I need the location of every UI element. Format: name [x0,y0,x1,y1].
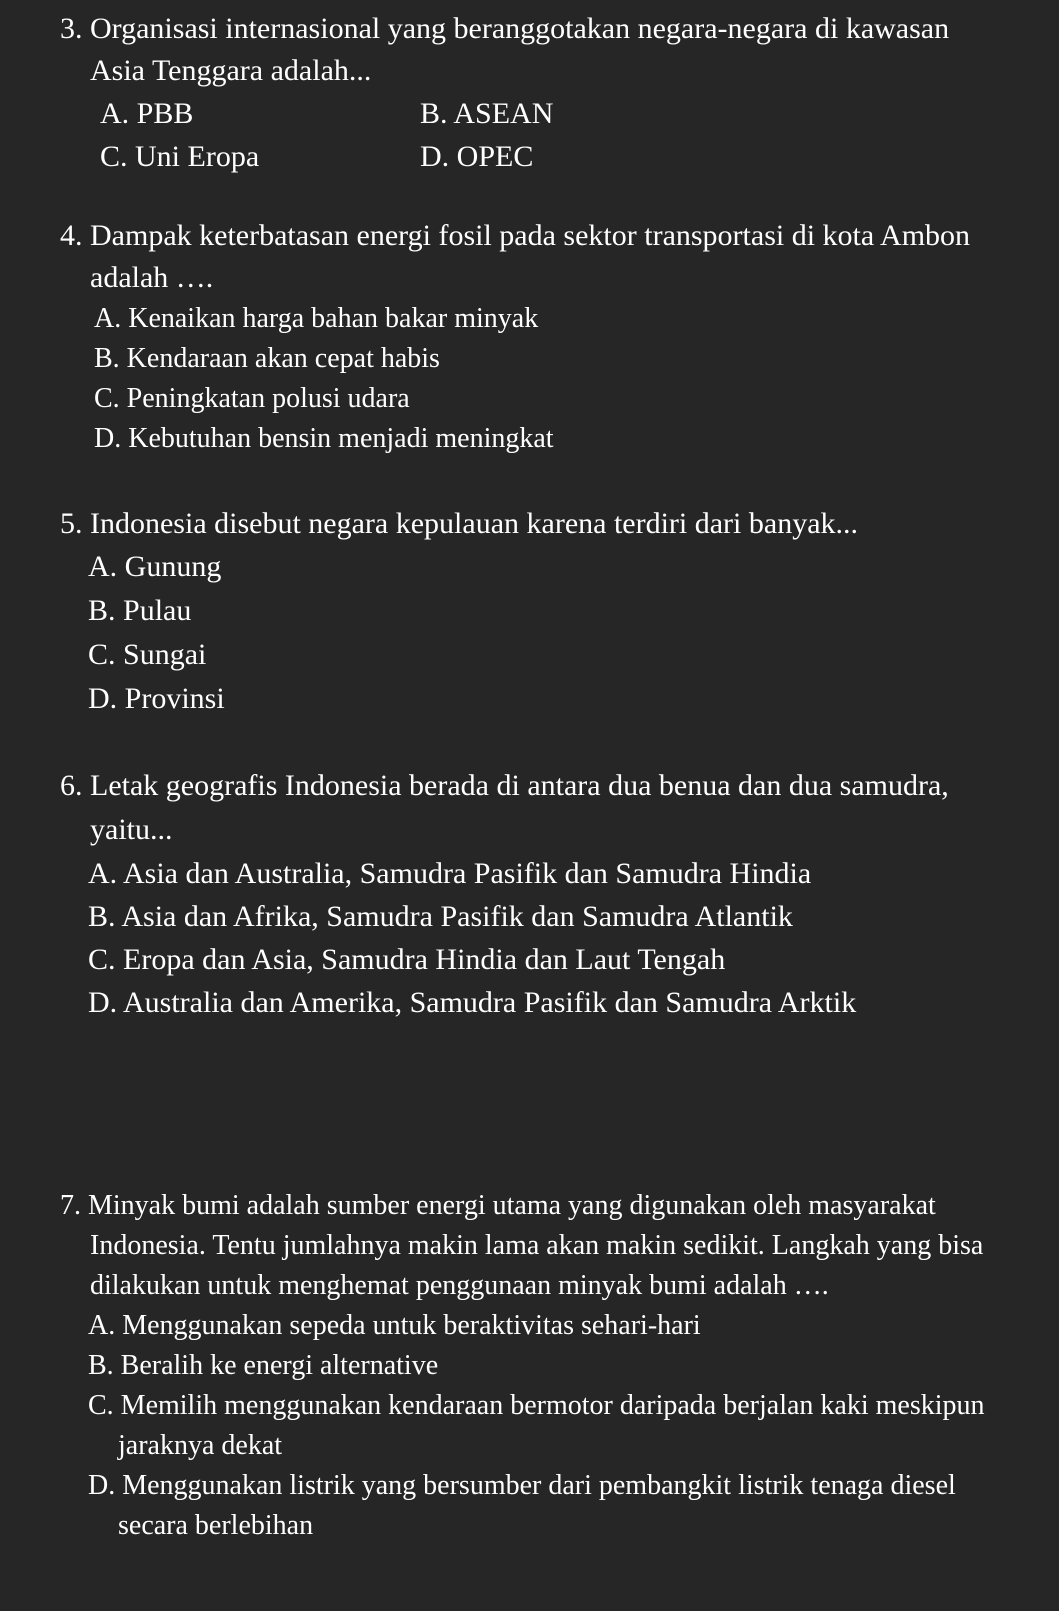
option-d: D. Kebutuhan bensin menjadi meningkat [94,423,554,454]
option-a: A. Menggunakan sepeda untuk beraktivitas sehari-hari [88,1310,701,1341]
question-3 [0,8,1059,178]
option-b: B. Asia dan Afrika, Samudra Pasifik dan Samudra Atlantik [88,900,793,933]
option-b: B. Beralih ke energi alternative [88,1350,439,1381]
question-4 [0,215,1059,459]
option-b: B. ASEAN [420,97,554,130]
question-5 [0,503,1059,721]
option-d: D. Provinsi [88,682,225,715]
option-b: B. Pulau [88,594,192,627]
option-c: C. Uni Eropa [100,140,260,173]
question-stem: 3. Organisasi internasional yang beranggotakan negara-negara di kawasan Asia Tenggara adalah... [60,12,950,87]
option-a: A. Gunung [88,550,222,583]
option-d: D. Australia dan Amerika, Samudra Pasifik dan Samudra Arktik [88,986,857,1019]
question-7 [0,1186,1059,1546]
question-stem: 6. Letak geografis Indonesia berada di antara dua benua dan dua samudra, yaitu... [60,769,949,846]
option-a: A. PBB [100,97,194,130]
question-stem: 4. Dampak keterbatasan energi fosil pada sektor transportasi di kota Ambon adalah …. [60,219,971,294]
options-list [100,92,1059,178]
question-stem: 7. Minyak bumi adalah sumber energi utama yang digunakan oleh masyarakat Indonesia. Tentu jumlahnya makin lama akan makin sedikit. Langkah yang bisa dilakukan untuk menghemat penggunaan minyak bumi adalah …. [60,1190,984,1301]
question-stem: 5. Indonesia disebut negara kepulauan karena terdiri dari banyak... [60,507,859,540]
question-6 [0,764,1059,1024]
option-c: C. Sungai [88,638,207,671]
option-a: A. Asia dan Australia, Samudra Pasifik dan Samudra Hindia [88,857,812,890]
option-d: D. OPEC [420,140,534,173]
option-c: C. Eropa dan Asia, Samudra Hindia dan Laut Tengah [88,943,726,976]
option-d: D. Menggunakan listrik yang bersumber dari pembangkit listrik tenaga diesel secara berlebihan [88,1470,956,1541]
option-a: A. Kenaikan harga bahan bakar minyak [94,303,539,334]
option-b: B. Kendaraan akan cepat habis [94,343,440,374]
option-c: C. Memilih menggunakan kendaraan bermotor daripada berjalan kaki meskipun jaraknya dekat [88,1390,985,1461]
option-c: C. Peningkatan polusi udara [94,383,410,414]
